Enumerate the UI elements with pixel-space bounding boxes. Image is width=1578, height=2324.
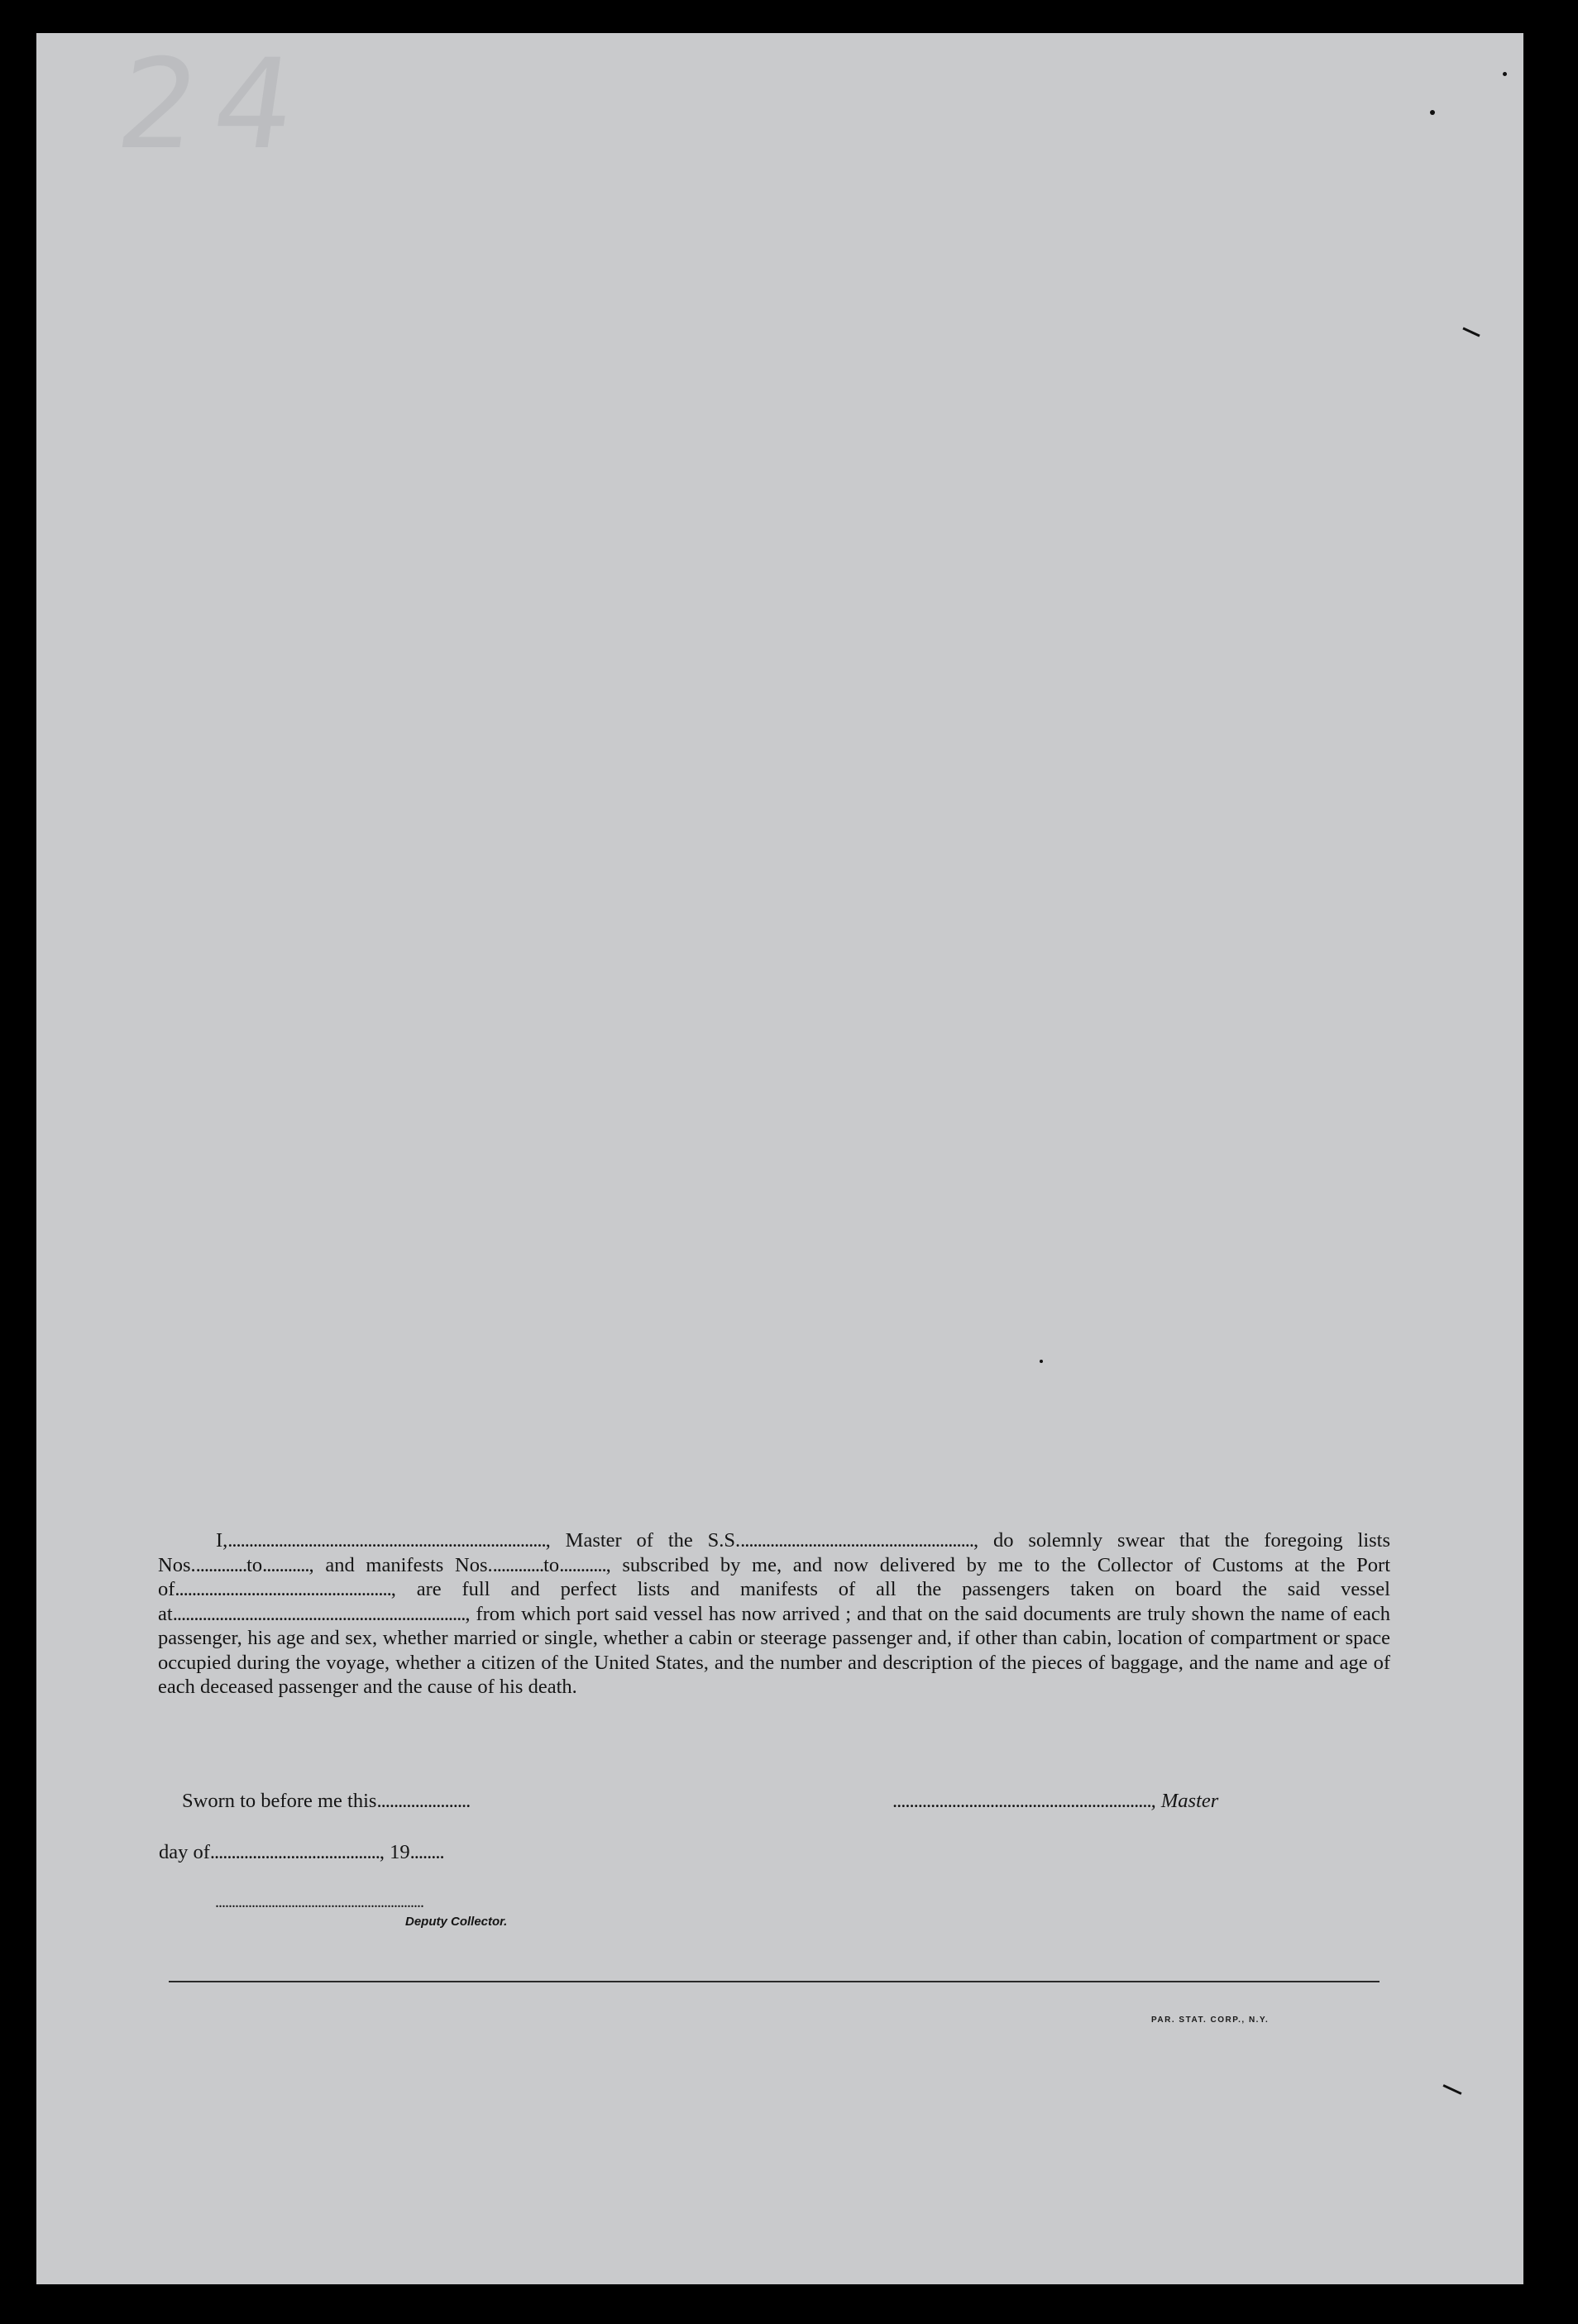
boarding-port-blank: ..................................................................... xyxy=(172,1602,466,1625)
oath-text: , from which port said vessel has now arrived ; and that on the said documents are truly shown the name of each passenger, his age and sex, whether married or single, whether a cabin or steerage passenger and, if other than cabin, location of compartment or space occupied during the voyage, whether a citizen of the United States, and the number and description of the pieces of baggage, and the name and age of each deceased passenger and the cause of his death. xyxy=(158,1602,1390,1698)
month-blank: ........................................ xyxy=(209,1841,380,1863)
manifest-from-blank: ............ xyxy=(492,1553,544,1576)
oath-text: , subscribed by me, and now delivered by me to the Collector of Customs at the Port of xyxy=(158,1553,1391,1600)
sworn-label: Sworn to before me this xyxy=(182,1790,377,1812)
scan-speck xyxy=(1442,2084,1461,2095)
master-label: , Master xyxy=(1150,1790,1219,1812)
year-blank: ........ xyxy=(409,1841,444,1863)
oath-text: , are full and perfect lists and manifests of all the passengers taken on board the said vessel at xyxy=(158,1578,1390,1625)
scan-speck xyxy=(1040,1360,1043,1363)
oath-text: , and manifests Nos. xyxy=(308,1553,493,1576)
day-of-line xyxy=(159,1841,444,1864)
year-prefix: , 19 xyxy=(379,1841,410,1863)
master-name-blank: ........................................................................... xyxy=(227,1529,546,1552)
oath-text: , do solemnly swear that the foregoing lists Nos. xyxy=(158,1529,1390,1576)
oath-text: to xyxy=(246,1553,263,1576)
scan-speck xyxy=(1462,327,1480,337)
deputy-collector-label: Deputy Collector. xyxy=(405,1915,508,1929)
divider-rule xyxy=(169,1981,1380,1982)
page-number-stamp: 24 xyxy=(108,33,321,177)
oath-text: , Master of the S.S. xyxy=(545,1529,741,1552)
deputy-signature-blank: ............................................................... xyxy=(215,1893,423,1911)
printer-credit: PAR. STAT. CORP., N.Y. xyxy=(1151,2016,1270,2025)
master-signature-blank: ............................................................. xyxy=(892,1790,1151,1812)
day-of-label: day of xyxy=(159,1841,210,1863)
scan-speck xyxy=(1503,72,1507,76)
master-signature-line xyxy=(892,1790,1218,1813)
scan-speck xyxy=(1430,110,1435,115)
document-page xyxy=(36,33,1523,2284)
manifest-to-blank: ........... xyxy=(559,1553,606,1576)
sworn-day-blank: ...................... xyxy=(376,1790,471,1812)
oath-text: to xyxy=(543,1553,560,1576)
list-from-blank: ............ xyxy=(195,1553,247,1576)
ship-name-blank: ....................................................... xyxy=(740,1529,973,1552)
port-blank: ................................................... xyxy=(175,1578,391,1600)
sworn-line xyxy=(182,1790,470,1813)
oath-paragraph xyxy=(158,1528,1390,1700)
oath-text: I, xyxy=(216,1529,228,1552)
list-to-blank: ........... xyxy=(262,1553,309,1576)
